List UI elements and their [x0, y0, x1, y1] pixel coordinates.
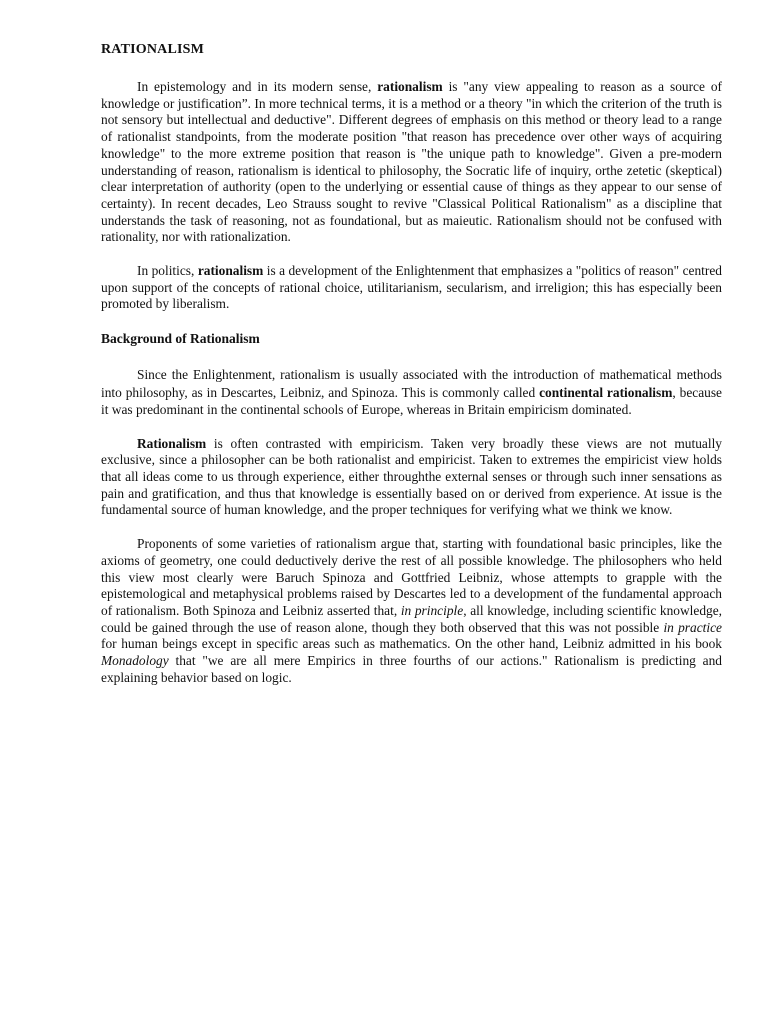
- paragraph-enlightenment: [101, 366, 722, 419]
- bold-term: Rationalism: [137, 435, 207, 451]
- italic-term: in practice: [663, 619, 722, 635]
- bold-term: continental rationalism: [539, 384, 673, 400]
- text-span: , all knowledge, including scientific knowledge, could be gained through the use of reason alone, though they both observed that this was not possible: [101, 602, 722, 635]
- text-span: In politics,: [137, 263, 198, 279]
- italic-term: in principle: [400, 602, 464, 618]
- section-heading: Background of Rationalism: [101, 331, 260, 347]
- paragraph-politics: [101, 263, 722, 313]
- document-page: [101, 41, 722, 703]
- text-span: , because it was predominant in the continental schools of Europe, whereas in Britain empiricism dominated.: [101, 384, 723, 418]
- paragraph-definition: [101, 79, 722, 246]
- text-span: Proponents of some varieties of rationalism argue that, starting with foundational basic principles, like the axioms of geometry, one could deductively derive the rest of all possible knowledge. The philosophers who held this view most clearly were Baruch Spinoza and Gottfried Leibniz, whose attempts to grapple with the epistemological and metaphysical problems raised by Descartes led to a development of the fundamental approach of rationalism. Both Spinoza and Leibniz asserted that,: [101, 536, 722, 618]
- text-span: that "we are all mere Empirics in three fourths of our actions." Rationalism is predicting and explaining behavior based on logic.: [101, 653, 722, 685]
- bold-term: rationalism: [197, 263, 264, 279]
- text-span: for human beings except in specific areas such as mathematics. On the other hand, Leibniz admitted in his book: [101, 636, 722, 652]
- text-span: In epistemology and in its modern sense,: [137, 79, 378, 94]
- italic-book-title: Monadology: [101, 653, 169, 669]
- document-title: RATIONALISM: [101, 42, 205, 57]
- paragraph-empiricism: [101, 436, 722, 520]
- text-span: Since the Enlightenment, rationalism is usually associated with the introduction of mathematical methods into philosophy, as in Descartes, Leibniz, and Spinoza. This is commonly called: [101, 367, 722, 400]
- text-span: is often contrasted with empiricism. Taken very broadly these views are not mutually exclusive, since a philosopher can be both rationalist and empiricist. Taken to extremes the empiricist view holds that all ideas come to us through experience, either throughthe external senses or through such inner sensations as pain and gratification, and thus that knowledge is essentially based on or derived from experience. At issue is the fundamental source of human knowledge, and the proper techniques for verifying what we think we know.: [101, 435, 722, 518]
- paragraph-proponents: [101, 536, 722, 686]
- bold-term: rationalism: [377, 79, 443, 94]
- text-span: is a development of the Enlightenment that emphasizes a "politics of reason" centred upon support of the concepts of rational choice, utilitarianism, secularism, and irreligion; this has especially been promoted by liberalism.: [101, 263, 722, 312]
- text-span: is "any view appealing to reason as a source of knowledge or justification”. In more technical terms, it is a method or a theory "in which the criterion of the truth is not sensory but intellectual and deductive". Different degrees of emphasis on this method or theory lead to a range of rationalist standpoints, from the moderate position "that reason has precedence over other ways of acquiring knowledge" to the more extreme position that reason is "the unique path to knowledge". Given a pre-modern understanding of reason, rationalism is identical to philosophy, the Socratic life of inquiry, orthe zetetic (skeptical) clear interpretation of authority (open to the underlying or essential cause of things as they appear to our sense of certainty). In recent decades, Leo Strauss sought to revive "Classical Political Rationalism" as a discipline that understands the task of reasoning, not as foundational, but as maieutic. Rationalism should not be confused with rationality, nor with rationalization.: [101, 79, 722, 245]
